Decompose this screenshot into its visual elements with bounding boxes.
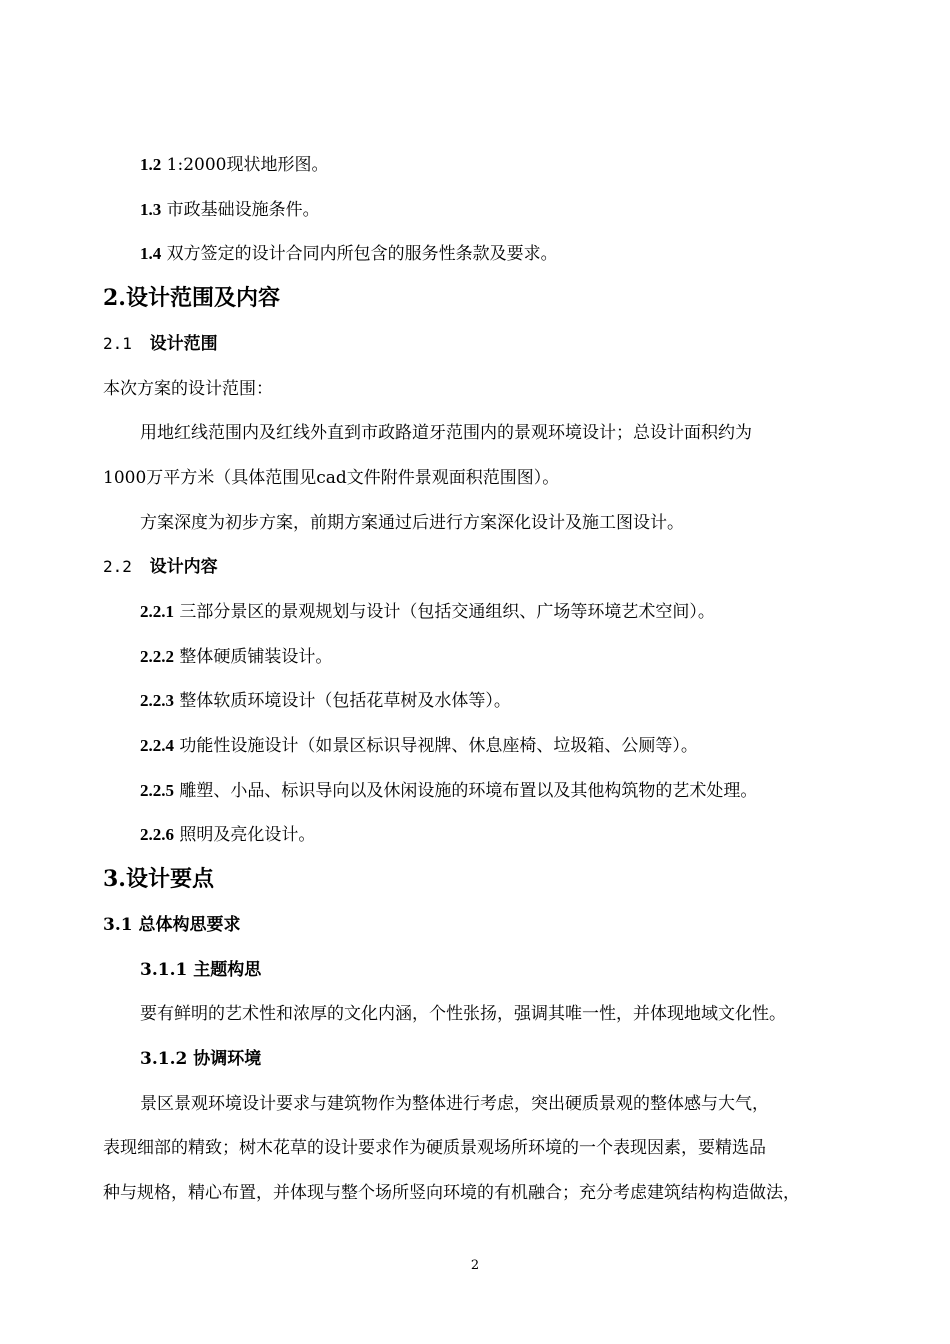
item-text: 功能性设施设计（如景区标识导视牌、休息座椅、垃圾箱、公厕等）。 xyxy=(179,736,698,756)
item-number: 2.2.4 xyxy=(140,736,174,755)
item-number: 2.2.6 xyxy=(140,825,174,844)
item-1-4 xyxy=(140,242,558,266)
item-number: 1.3 xyxy=(140,200,162,219)
section-2-heading: 2.设计范围及内容 xyxy=(103,285,280,311)
section-3-heading: 3.设计要点 xyxy=(103,866,214,892)
item-text: 照明及亮化设计。 xyxy=(179,825,316,845)
environment-paragraph-line-3: 种与规格，精心布置，并体现与整个场所竖向环境的有机融合；充分考虑建筑结构构造做法， xyxy=(103,1183,800,1203)
environment-paragraph-line-2: 表现细部的精致；树木花草的设计要求作为硬质景观场所环境的一个表现因素，要精选品 xyxy=(103,1138,766,1158)
page-number: 2 xyxy=(470,1258,480,1273)
heading-number: 2.2 xyxy=(103,557,132,576)
item-number: 2.2.1 xyxy=(140,602,174,621)
section-3-1-heading: 3.1 总体构思要求 xyxy=(103,915,241,935)
item-text: 整体硬质铺装设计。 xyxy=(179,647,333,667)
list-item xyxy=(140,689,511,713)
scope-depth-paragraph: 方案深度为初步方案，前期方案通过后进行方案深化设计及施工图设计。 xyxy=(140,513,684,533)
item-text: 双方签定的设计合同内所包含的服务性条款及要求。 xyxy=(166,244,558,264)
list-item xyxy=(140,823,315,847)
list-item xyxy=(140,645,332,669)
section-2-1-heading xyxy=(103,332,218,356)
theme-paragraph: 要有鲜明的艺术性和浓厚的文化内涵，个性张扬，强调其唯一性，并体现地域文化性。 xyxy=(140,1004,786,1024)
item-text: 1:2000现状地形图。 xyxy=(161,155,329,175)
list-item xyxy=(140,734,698,758)
heading-number: 2.1 xyxy=(103,334,132,353)
list-item xyxy=(140,600,715,624)
item-text: 市政基础设施条件。 xyxy=(166,200,320,220)
item-1-3 xyxy=(140,198,320,222)
section-3-1-2-heading: 3.1.2 协调环境 xyxy=(140,1049,262,1069)
heading-title: 设计范围 xyxy=(149,334,218,354)
list-item xyxy=(140,779,757,803)
scope-intro: 本次方案的设计范围： xyxy=(103,379,273,399)
heading-title: 设计内容 xyxy=(149,557,218,577)
scope-paragraph-line-1: 用地红线范围内及红线外直到市政路道牙范围内的景观环境设计；总设计面积约为 xyxy=(140,423,752,443)
item-text: 三部分景区的景观规划与设计（包括交通组织、广场等环境艺术空间）。 xyxy=(179,602,715,622)
section-2-2-heading xyxy=(103,555,218,579)
item-number: 2.2.2 xyxy=(140,647,174,666)
item-text: 雕塑、小品、标识导向以及休闲设施的环境布置以及其他构筑物的艺术处理。 xyxy=(179,781,758,801)
item-1-2 xyxy=(140,153,328,177)
item-text: 整体软质环境设计（包括花草树及水体等）。 xyxy=(179,691,511,711)
environment-paragraph-line-1: 景区景观环境设计要求与建筑物作为整体进行考虑，突出硬质景观的整体感与大气， xyxy=(140,1094,769,1114)
item-number: 1.2 xyxy=(140,155,162,174)
section-3-1-1-heading: 3.1.1 主题构思 xyxy=(140,960,262,980)
item-number: 2.2.5 xyxy=(140,781,174,800)
item-number: 1.4 xyxy=(140,244,162,263)
item-number: 2.2.3 xyxy=(140,691,174,710)
scope-paragraph-line-2: 1000万平方米（具体范围见cad文件附件景观面积范围图）。 xyxy=(103,468,560,488)
